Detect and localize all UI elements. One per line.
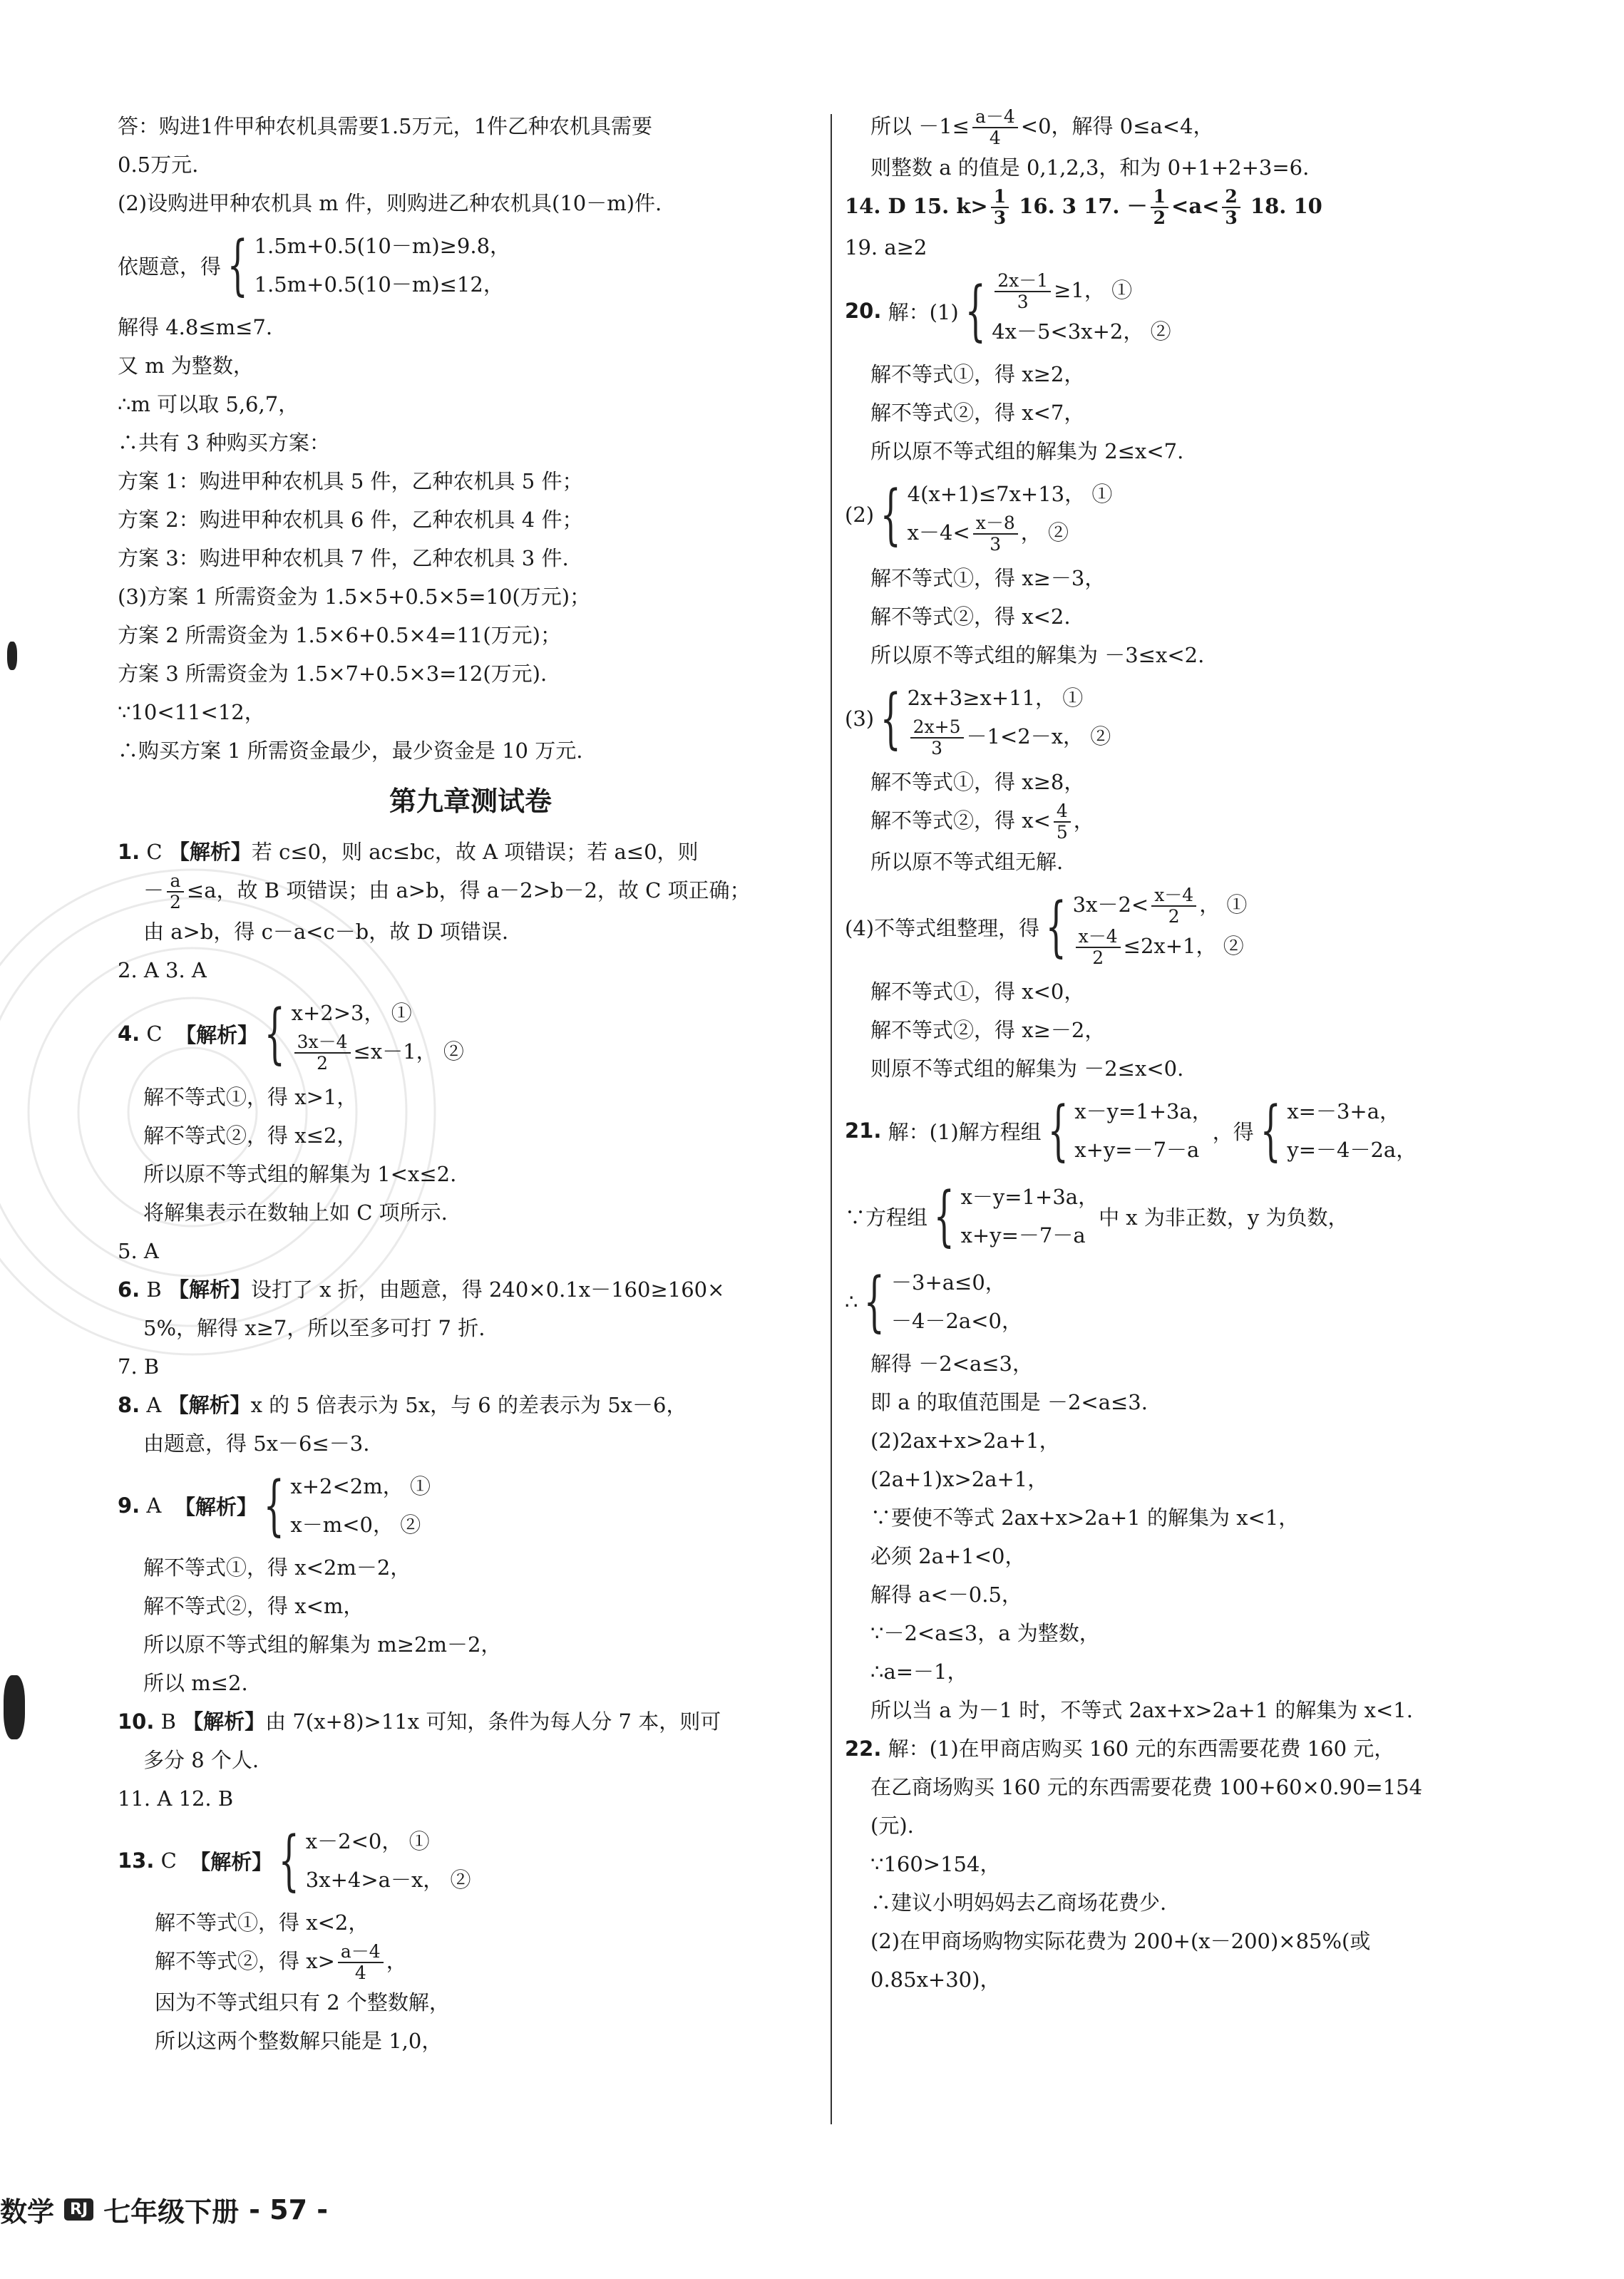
text-span: 解：(1) [888, 299, 959, 324]
text-span: ， [386, 1949, 407, 1973]
numerator: a－4 [338, 1942, 384, 1963]
text-line: 方案 1：购进甲种农机具 5 件，乙种农机具 5 件； [118, 469, 583, 493]
answer-choice: C [160, 1848, 177, 1873]
text-span: －1<2－x， ② [966, 724, 1111, 748]
system-row [292, 1032, 464, 1074]
fraction [294, 1032, 351, 1074]
answer-line: 19. a≥2 [845, 235, 927, 259]
text-line: 解得 －2<a≤3， [870, 1352, 1034, 1376]
text-line [118, 871, 823, 912]
denominator: 2 [1153, 207, 1166, 228]
system-row: －3+a≤0， [891, 1270, 1006, 1295]
denominator: 2 [1092, 947, 1104, 968]
text-span: (3) [845, 706, 875, 731]
page-footer [0, 2190, 328, 2229]
text-line: (元). [870, 1814, 914, 1838]
question-number: 8. [118, 1393, 140, 1417]
text-line: 解不等式②，得 x<7， [870, 401, 1085, 425]
text-line: 所以当 a 为－1 时，不等式 2ax+x>2a+1 的解集为 x<1. [870, 1698, 1413, 1722]
text-line: 因为不等式组只有 2 个整数解， [155, 1990, 450, 2015]
text-line: 则整数 a 的值是 0,1,2,3，和为 0+1+2+3=6. [870, 155, 1310, 180]
text-line: 所以 m≤2. [143, 1671, 248, 1695]
system-row: x－2<0， ① [305, 1829, 430, 1853]
text-line: ∵160>154， [870, 1852, 1001, 1876]
denominator: 3 [1225, 207, 1238, 228]
question-number: 6. [118, 1277, 140, 1302]
answer-choice: B [160, 1709, 176, 1734]
inequality-system [845, 1259, 1536, 1344]
numerator: 2 [1222, 187, 1240, 208]
fraction [973, 513, 1018, 555]
text-line: 在乙商场购买 160 元的东西需要花费 100+60×0.90=154 [870, 1775, 1423, 1799]
numerator: a－4 [972, 107, 1018, 128]
answer-line: 7. B [118, 1354, 160, 1379]
text-line: ∵要使不等式 2ax+x>2a+1 的解集为 x<1， [870, 1506, 1300, 1530]
system-row: 2x+3≥x+11， ① [907, 686, 1084, 710]
equation-system [845, 1173, 1536, 1259]
answer-choice: B [146, 1277, 162, 1302]
text-line: ∴共有 3 种购买方案： [118, 431, 330, 455]
answer-choice: C [146, 840, 163, 864]
text-line: (2)设购进甲种农机具 m 件，则购进乙种农机具(10－m)件. [118, 191, 662, 215]
numerator: 1 [1151, 187, 1168, 208]
denominator: 3 [931, 738, 943, 758]
denominator: 2 [1168, 906, 1180, 927]
analysis-text: x 的 5 倍表示为 5x，与 6 的差表示为 5x－6， [250, 1393, 687, 1417]
text-span: ， [1073, 808, 1094, 833]
system-prefix: 依题意，得 [118, 254, 222, 279]
page-number: - 57 - [249, 2193, 329, 2226]
system-row: 4(x+1)≤7x+13， ① [907, 482, 1113, 506]
inequality-system [845, 470, 1536, 559]
system-row: x+2<2m， ① [290, 1474, 431, 1498]
text-span: 所以 －1≤ [870, 114, 970, 138]
text-line: 解不等式①，得 x≥－3， [870, 566, 1106, 590]
system-row: －4－2a<0， [891, 1309, 1022, 1333]
text-line: 所以原不等式组的解集为 m≥2m－2， [143, 1632, 502, 1657]
fraction [1076, 927, 1121, 968]
answer-choice: C [146, 1022, 163, 1046]
denominator: 3 [993, 207, 1007, 228]
text-span: ， ① [1199, 892, 1248, 917]
answer-choice: A [146, 1493, 162, 1518]
text-line: 多分 8 个人. [143, 1748, 259, 1772]
text-span: (4)不等式组整理，得 [845, 915, 1040, 940]
text-line [118, 1942, 823, 1983]
text-span: － [143, 878, 165, 902]
text-line: 所以这两个整数解只能是 1,0， [155, 2029, 443, 2053]
answer-line: 11. A 12. B [118, 1786, 234, 1811]
text-line: 即 a 的取值范围是 －2<a≤3. [870, 1390, 1148, 1414]
text-line: 解不等式①，得 x<2m－2， [143, 1555, 411, 1580]
system-row: 1.5m+0.5(10－m)≤12， [254, 272, 504, 297]
system-row: x+2>3， ① [291, 1001, 412, 1025]
text-line: 答：购进1件甲种农机具需要1.5万元，1件乙种农机具需要 [118, 114, 653, 138]
text-span: ∴ [845, 1290, 858, 1314]
text-line [845, 801, 1536, 843]
text-span: (2) [845, 503, 875, 527]
text-span: 中 x 为非正数，y 为负数， [1099, 1205, 1349, 1230]
inequality-system [845, 881, 1536, 972]
text-line: 所以原不等式组的解集为 1<x≤2. [143, 1162, 457, 1186]
text-line: 解不等式②，得 x<m， [143, 1594, 364, 1618]
system-row: 1.5m+0.5(10－m)≥9.8， [254, 234, 511, 258]
numerator: 3x－4 [294, 1032, 351, 1054]
text-line: 解得 a<－0.5， [870, 1583, 1022, 1607]
text-line: 方案 2 所需资金为 1.5×6+0.5×4=11(万元)； [118, 623, 561, 647]
footer-grade: 七年级下册 [103, 2196, 240, 2228]
text-span: 16. 3 17. － [1012, 194, 1148, 218]
left-column [118, 107, 823, 2060]
numerator: a [167, 871, 184, 892]
analysis-tag: 【解析】 [175, 1022, 259, 1047]
numerator: 4 [1054, 801, 1071, 823]
text-line: 又 m 为整数， [118, 354, 254, 378]
text-line: 解不等式②，得 x≥－2， [870, 1018, 1106, 1042]
scan-mark [7, 642, 17, 670]
text-span: 14. D 15. k> [845, 194, 988, 218]
numerator: x－8 [973, 513, 1018, 535]
system-row: x+y=－7－a [960, 1223, 1086, 1247]
system-row [1073, 927, 1248, 968]
question-number: 9. [118, 1493, 140, 1518]
answer-line [118, 1386, 823, 1424]
question-number: 13. [118, 1848, 155, 1873]
text-span: <a< [1171, 194, 1220, 218]
fraction [910, 717, 964, 758]
left-brace: { [880, 680, 902, 756]
text-span: ≤2x+1， ② [1123, 934, 1244, 958]
system-row: x－m<0， ② [290, 1513, 421, 1537]
text-line: ∴建议小明妈妈去乙商场花费少. [870, 1890, 1167, 1915]
text-line: ∴m 可以取 5,6,7， [118, 392, 299, 416]
text-line: 0.85x+30)， [870, 1967, 1001, 1992]
text-line: 所以原不等式组的解集为 －3≤x<2. [870, 643, 1205, 667]
text-span: 解：(1)解方程组 [888, 1119, 1042, 1144]
text-span: 18. 10 [1243, 194, 1322, 218]
text-line: (3)方案 1 所需资金为 1.5×5+0.5×5=10(万元)； [118, 585, 591, 609]
text-span: <0，解得 0≤a<4， [1020, 114, 1214, 138]
system-row [992, 271, 1171, 312]
denominator: 2 [170, 892, 181, 912]
left-brace: { [880, 476, 902, 552]
fraction [1054, 801, 1071, 843]
denominator: 5 [1056, 822, 1068, 843]
analysis-text: 设打了 x 折，由题意，得 240×0.1x－160≥160× [250, 1277, 725, 1302]
fraction [991, 187, 1009, 228]
analysis-tag: 【解析】 [174, 1494, 257, 1519]
fraction [1222, 187, 1240, 228]
left-brace: { [1260, 1092, 1281, 1168]
question-number: 1. [118, 840, 140, 864]
text-line: 所以原不等式组无解. [870, 850, 1064, 874]
text-line: (2a+1)x>2a+1， [870, 1467, 1049, 1491]
text-line: 解不等式②，得 x≤2， [143, 1123, 358, 1148]
text-span: ≥1， ① [1054, 278, 1133, 302]
text-line: ∵10<11<12， [118, 700, 265, 724]
inequality-system [845, 674, 1536, 763]
text-line: 解不等式①，得 x>1， [143, 1085, 358, 1109]
system-row [1073, 885, 1248, 927]
analysis-text: 由 7(x+8)>11x 可知，条件为每人分 7 本，则可 [265, 1709, 721, 1734]
left-brace: { [864, 1263, 885, 1339]
text-span: 解：(1)在甲商店购买 160 元的东西需要花费 160 元， [888, 1737, 1395, 1761]
answer-line [118, 833, 823, 871]
section-title: 第九章测试卷 [389, 786, 552, 817]
text-line: 0.5万元. [118, 153, 199, 177]
left-brace: { [227, 227, 248, 303]
analysis-tag: 【解析】 [183, 1709, 266, 1734]
text-line: 解不等式①，得 x≥8， [870, 770, 1085, 794]
numerator: 2x+5 [910, 717, 964, 739]
text-line: 解不等式②，得 x<2. [870, 605, 1071, 629]
denominator: 4 [354, 1962, 366, 1983]
numerator: x－4 [1076, 927, 1121, 948]
denominator: 3 [990, 534, 1002, 555]
text-line: 必须 2a+1<0， [870, 1544, 1026, 1568]
answer-choice: A [146, 1393, 162, 1417]
text-span: ，得 [1212, 1119, 1254, 1144]
left-brace: { [1047, 1092, 1069, 1168]
fraction [995, 271, 1051, 312]
equation-system [845, 1088, 1536, 1173]
text-line: 解不等式①，得 x≥2， [870, 362, 1085, 386]
text-span: ≤x－1， ② [353, 1039, 464, 1064]
system-row: 4x－5<3x+2， ② [992, 319, 1171, 344]
analysis-tag: 【解析】 [190, 1849, 273, 1874]
edition-badge: RJ [64, 2198, 93, 2221]
answer-line: 2. A 3. A [118, 958, 207, 982]
answer-line [845, 1729, 1536, 1768]
system-row [908, 513, 1113, 555]
question-number: 22. [845, 1737, 882, 1761]
text-span: ， ② [1020, 520, 1069, 545]
numerator: x－4 [1151, 885, 1196, 907]
fraction [1151, 187, 1168, 228]
fraction [167, 871, 184, 912]
left-brace: { [264, 995, 285, 1071]
analysis-tag: 【解析】 [168, 840, 252, 864]
left-brace: { [965, 272, 986, 349]
text-line: (2)在甲商场购物实际花费为 200+(x－200)×85%(或 [870, 1929, 1371, 1953]
text-line: 则原不等式组的解集为 －2≤x<0. [870, 1056, 1184, 1081]
text-line: ∵－2<a≤3，a 为整数， [870, 1621, 1100, 1645]
left-brace: { [263, 1467, 284, 1543]
inequality-system [118, 989, 823, 1078]
left-brace: { [278, 1822, 300, 1898]
left-brace: { [1045, 888, 1067, 964]
text-line: 解不等式①，得 x<0， [870, 979, 1085, 1004]
text-line: (2)2ax+x>2a+1， [870, 1429, 1060, 1453]
text-span: 解不等式②，得 x> [155, 1949, 335, 1973]
answer-line [845, 187, 1536, 228]
analysis-tag: 【解析】 [168, 1393, 251, 1417]
left-brace: { [933, 1178, 955, 1254]
text-line: 方案 2：购进甲种农机具 6 件，乙种农机具 4 件； [118, 508, 583, 532]
analysis-text: 若 c≤0，则 ac≤bc，故 A 项错误；若 a≤0，则 [251, 840, 699, 864]
right-column [845, 107, 1536, 1999]
text-line: 由 a>b，得 c－a<c－b，故 D 项错误. [143, 920, 509, 944]
text-line [845, 107, 1536, 148]
fraction [338, 1942, 384, 1983]
text-line: ∴a=－1， [870, 1660, 968, 1684]
text-line: ∴购买方案 1 所需资金最少，最少资金是 10 万元. [118, 739, 583, 763]
system-row: x－y=1+3a， [960, 1185, 1099, 1209]
text-line: 由题意，得 5x－6≤－3. [143, 1431, 370, 1456]
text-span: ≤a，故 B 项错误；由 a>b，得 a－2>b－2，故 C 项正确； [186, 878, 751, 902]
footer-subject: 数学 [0, 2196, 55, 2228]
denominator: 2 [317, 1053, 329, 1074]
answer-line [118, 1702, 823, 1741]
fraction [1151, 885, 1196, 927]
text-line: 解不等式①，得 x<2， [155, 1910, 369, 1935]
system-row: x－y=1+3a， [1074, 1099, 1213, 1123]
question-number: 20. [845, 299, 882, 323]
text-span: 3x－2< [1072, 892, 1149, 917]
question-number: 10. [118, 1709, 155, 1734]
system-row: 3x+4>a－x， ② [305, 1868, 471, 1892]
system-row: x+y=－7－a [1074, 1138, 1200, 1162]
text-line: 方案 3：购进甲种农机具 7 件，乙种农机具 3 件. [118, 546, 569, 570]
fraction [972, 107, 1018, 148]
answer-line: 5. A [118, 1239, 159, 1263]
denominator: 3 [1017, 292, 1029, 312]
numerator: 2x－1 [995, 271, 1051, 292]
system-row [908, 717, 1111, 758]
system-row: x=－3+a， [1287, 1099, 1401, 1123]
system-row: y=－4－2a， [1287, 1138, 1417, 1162]
inequality-system [118, 222, 823, 308]
scan-mark [4, 1675, 25, 1739]
column-divider [831, 114, 832, 2124]
text-span: 解不等式②，得 x< [870, 808, 1051, 833]
numerator: 1 [991, 187, 1009, 208]
denominator: 4 [989, 128, 1001, 148]
text-span: ∵方程组 [845, 1205, 928, 1230]
answer-line [118, 1270, 823, 1309]
text-line: 解得 4.8≤m≤7. [118, 315, 273, 339]
text-line: 5%，解得 x≥7，所以至多可打 7 折. [143, 1316, 485, 1340]
text-span: x－4< [907, 520, 970, 545]
text-line: 所以原不等式组的解集为 2≤x<7. [870, 439, 1184, 463]
question-number: 21. [845, 1118, 882, 1143]
inequality-system [118, 1818, 823, 1903]
text-line: 方案 3 所需资金为 1.5×7+0.5×3=12(万元). [118, 662, 548, 686]
analysis-tag: 【解析】 [168, 1277, 251, 1302]
text-line: 将解集表示在数轴上如 C 项所示. [143, 1200, 448, 1225]
inequality-system [845, 267, 1536, 355]
inequality-system [118, 1463, 823, 1548]
question-number: 4. [118, 1022, 140, 1046]
